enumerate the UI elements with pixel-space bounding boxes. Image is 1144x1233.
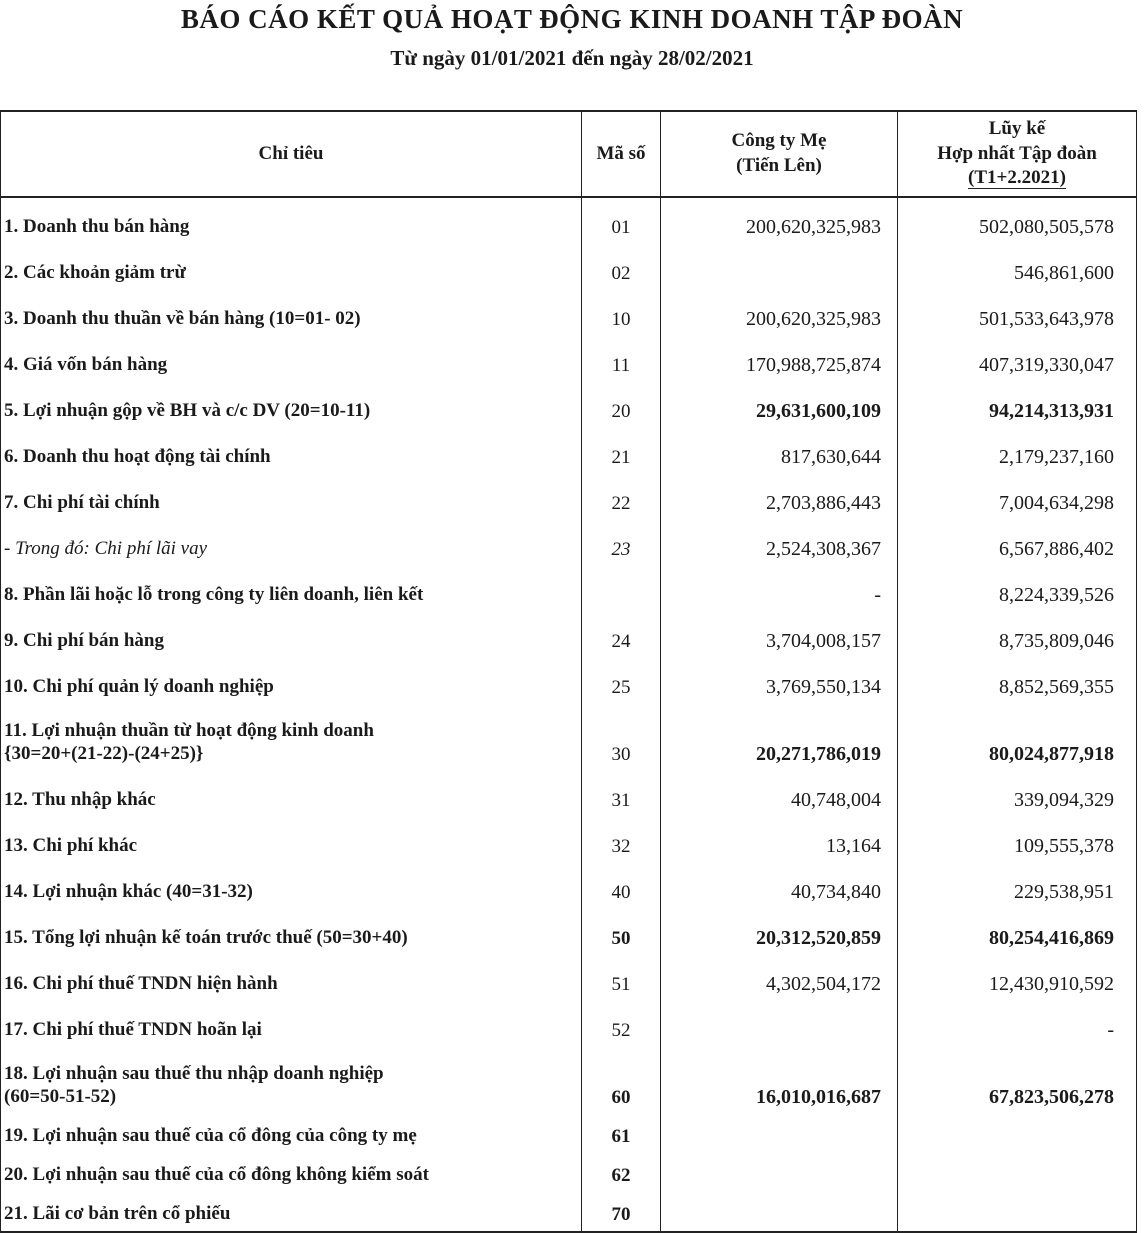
table-row (1, 197, 1137, 244)
table-row (1, 1153, 1137, 1192)
row-parent-value: 170,988,725,874 (661, 336, 898, 382)
row-code (582, 566, 661, 612)
row-code: 20 (582, 382, 661, 428)
row-code: 21 (582, 428, 661, 474)
row-parent-value: 3,704,008,157 (661, 612, 898, 658)
row-group-value: 8,224,339,526 (898, 566, 1137, 612)
table-row (1, 244, 1137, 290)
row-parent-value: 29,631,600,109 (661, 382, 898, 428)
row-code: 51 (582, 955, 661, 1001)
table-row (1, 771, 1137, 817)
row-parent-value (661, 1114, 898, 1153)
table-row (1, 909, 1137, 955)
row-group-value: 67,823,506,278 (898, 1047, 1137, 1114)
row-group-value (898, 1114, 1137, 1153)
header-group-line1: Lũy kế (988, 117, 1046, 139)
row-code: 70 (582, 1192, 661, 1232)
row-label-line1: 11. Lợi nhuận thuần từ hoạt động kinh doanh (4, 719, 374, 741)
table-row (1, 290, 1137, 336)
row-parent-value: 2,703,886,443 (661, 474, 898, 520)
row-code: 24 (582, 612, 661, 658)
row-label: 7. Chi phí tài chính (1, 474, 582, 520)
row-label: 5. Lợi nhuận gộp về BH và c/c DV (20=10-11) (1, 382, 582, 428)
row-label: 6. Doanh thu hoạt động tài chính (1, 428, 582, 474)
row-label: 3. Doanh thu thuần về bán hàng (10=01- 02) (1, 290, 582, 336)
row-group-value: 7,004,634,298 (898, 474, 1137, 520)
row-parent-value: 200,620,325,983 (661, 197, 898, 244)
row-parent-value: 200,620,325,983 (661, 290, 898, 336)
row-group-value: - (898, 1001, 1137, 1047)
report-period: Từ ngày 01/01/2021 đến ngày 28/02/2021 (390, 46, 754, 70)
row-label: 2. Các khoản giảm trừ (1, 244, 582, 290)
row-group-value (898, 1192, 1137, 1232)
row-label: 8. Phần lãi hoặc lỗ trong công ty liên doanh, liên kết (1, 566, 582, 612)
row-group-value: 109,555,378 (898, 817, 1137, 863)
row-parent-value (661, 1192, 898, 1232)
row-label (1, 1047, 582, 1114)
row-code: 01 (582, 197, 661, 244)
table-row (1, 704, 1137, 771)
row-label: 14. Lợi nhuận khác (40=31-32) (1, 863, 582, 909)
table-row (1, 658, 1137, 704)
row-code: 60 (582, 1047, 661, 1114)
table-row (1, 612, 1137, 658)
row-code: 30 (582, 704, 661, 771)
row-group-value: 8,735,809,046 (898, 612, 1137, 658)
table-row (1, 336, 1137, 382)
row-label: 4. Giá vốn bán hàng (1, 336, 582, 382)
row-label: 21. Lãi cơ bản trên cổ phiếu (1, 1192, 582, 1232)
row-code: 11 (582, 336, 661, 382)
row-parent-value: 2,524,308,367 (661, 520, 898, 566)
row-group-value: 339,094,329 (898, 771, 1137, 817)
row-group-value: 407,319,330,047 (898, 336, 1137, 382)
row-group-value: 229,538,951 (898, 863, 1137, 909)
table-row (1, 1192, 1137, 1232)
row-label: 10. Chi phí quản lý doanh nghiệp (1, 658, 582, 704)
row-parent-value: 3,769,550,134 (661, 658, 898, 704)
row-parent-value: 40,734,840 (661, 863, 898, 909)
header-parent-company (661, 111, 898, 197)
row-group-value: 94,214,313,931 (898, 382, 1137, 428)
row-code: 62 (582, 1153, 661, 1192)
row-parent-value: - (661, 566, 898, 612)
income-statement-table (0, 110, 1137, 1233)
row-label: 19. Lợi nhuận sau thuế của cổ đông của công ty mẹ (1, 1114, 582, 1153)
row-parent-value: 20,312,520,859 (661, 909, 898, 955)
table-row (1, 566, 1137, 612)
header-group-line2: Hợp nhất Tập đoàn (937, 142, 1097, 164)
header-group-line3: (T1+2.2021) (968, 167, 1066, 189)
row-parent-value: 4,302,504,172 (661, 955, 898, 1001)
table-row (1, 520, 1137, 566)
table-row (1, 1001, 1137, 1047)
row-code: 40 (582, 863, 661, 909)
header-indicator: Chỉ tiêu (1, 111, 582, 197)
row-label: 20. Lợi nhuận sau thuế của cổ đông không kiểm soát (1, 1153, 582, 1192)
row-label (1, 704, 582, 771)
table-row (1, 1114, 1137, 1153)
row-code: 02 (582, 244, 661, 290)
row-label: 15. Tổng lợi nhuận kế toán trước thuế (50=30+40) (1, 909, 582, 955)
row-group-value: 80,254,416,869 (898, 909, 1137, 955)
row-label: 17. Chi phí thuế TNDN hoãn lại (1, 1001, 582, 1047)
row-code: 61 (582, 1114, 661, 1153)
row-group-value: 501,533,643,978 (898, 290, 1137, 336)
row-code: 25 (582, 658, 661, 704)
row-group-value (898, 1153, 1137, 1192)
header-code: Mã số (582, 111, 661, 197)
header-parent-line2: (Tiến Lên) (736, 155, 822, 176)
row-label: 12. Thu nhập khác (1, 771, 582, 817)
row-code: 32 (582, 817, 661, 863)
table-row (1, 428, 1137, 474)
table-row (1, 1047, 1137, 1114)
row-label: 1. Doanh thu bán hàng (1, 197, 582, 244)
table-row (1, 955, 1137, 1001)
table-row (1, 382, 1137, 428)
row-parent-value: 20,271,786,019 (661, 704, 898, 771)
row-code: 52 (582, 1001, 661, 1047)
row-group-value: 12,430,910,592 (898, 955, 1137, 1001)
row-label: 9. Chi phí bán hàng (1, 612, 582, 658)
table-row (1, 863, 1137, 909)
row-parent-value: 817,630,644 (661, 428, 898, 474)
row-code: 10 (582, 290, 661, 336)
row-label: 13. Chi phí khác (1, 817, 582, 863)
row-group-value: 502,080,505,578 (898, 197, 1137, 244)
row-parent-value (661, 244, 898, 290)
row-code: 50 (582, 909, 661, 955)
row-parent-value: 16,010,016,687 (661, 1047, 898, 1114)
row-group-value: 80,024,877,918 (898, 704, 1137, 771)
table-row (1, 817, 1137, 863)
row-group-value: 8,852,569,355 (898, 658, 1137, 704)
row-group-value: 2,179,237,160 (898, 428, 1137, 474)
header-group-consolidated (898, 111, 1137, 197)
report-title: BÁO CÁO KẾT QUẢ HOẠT ĐỘNG KINH DOANH TẬP ĐOÀN (180, 4, 964, 34)
row-label-line2: {30=20+(21-22)-(24+25)} (4, 743, 204, 765)
row-group-value: 546,861,600 (898, 244, 1137, 290)
row-label-line1: 18. Lợi nhuận sau thuế thu nhập doanh nghiệp (4, 1062, 384, 1084)
row-code: 23 (582, 520, 661, 566)
row-parent-value: 40,748,004 (661, 771, 898, 817)
row-label: 16. Chi phí thuế TNDN hiện hành (1, 955, 582, 1001)
row-code: 31 (582, 771, 661, 817)
row-code: 22 (582, 474, 661, 520)
table-header-row (1, 111, 1137, 197)
row-label: - Trong đó: Chi phí lãi vay (1, 520, 582, 566)
table-row (1, 474, 1137, 520)
row-parent-value: 13,164 (661, 817, 898, 863)
row-parent-value (661, 1001, 898, 1047)
row-group-value: 6,567,886,402 (898, 520, 1137, 566)
row-label-line2: (60=50-51-52) (4, 1086, 117, 1108)
header-parent-line1: Công ty Mẹ (731, 130, 827, 152)
row-parent-value (661, 1153, 898, 1192)
